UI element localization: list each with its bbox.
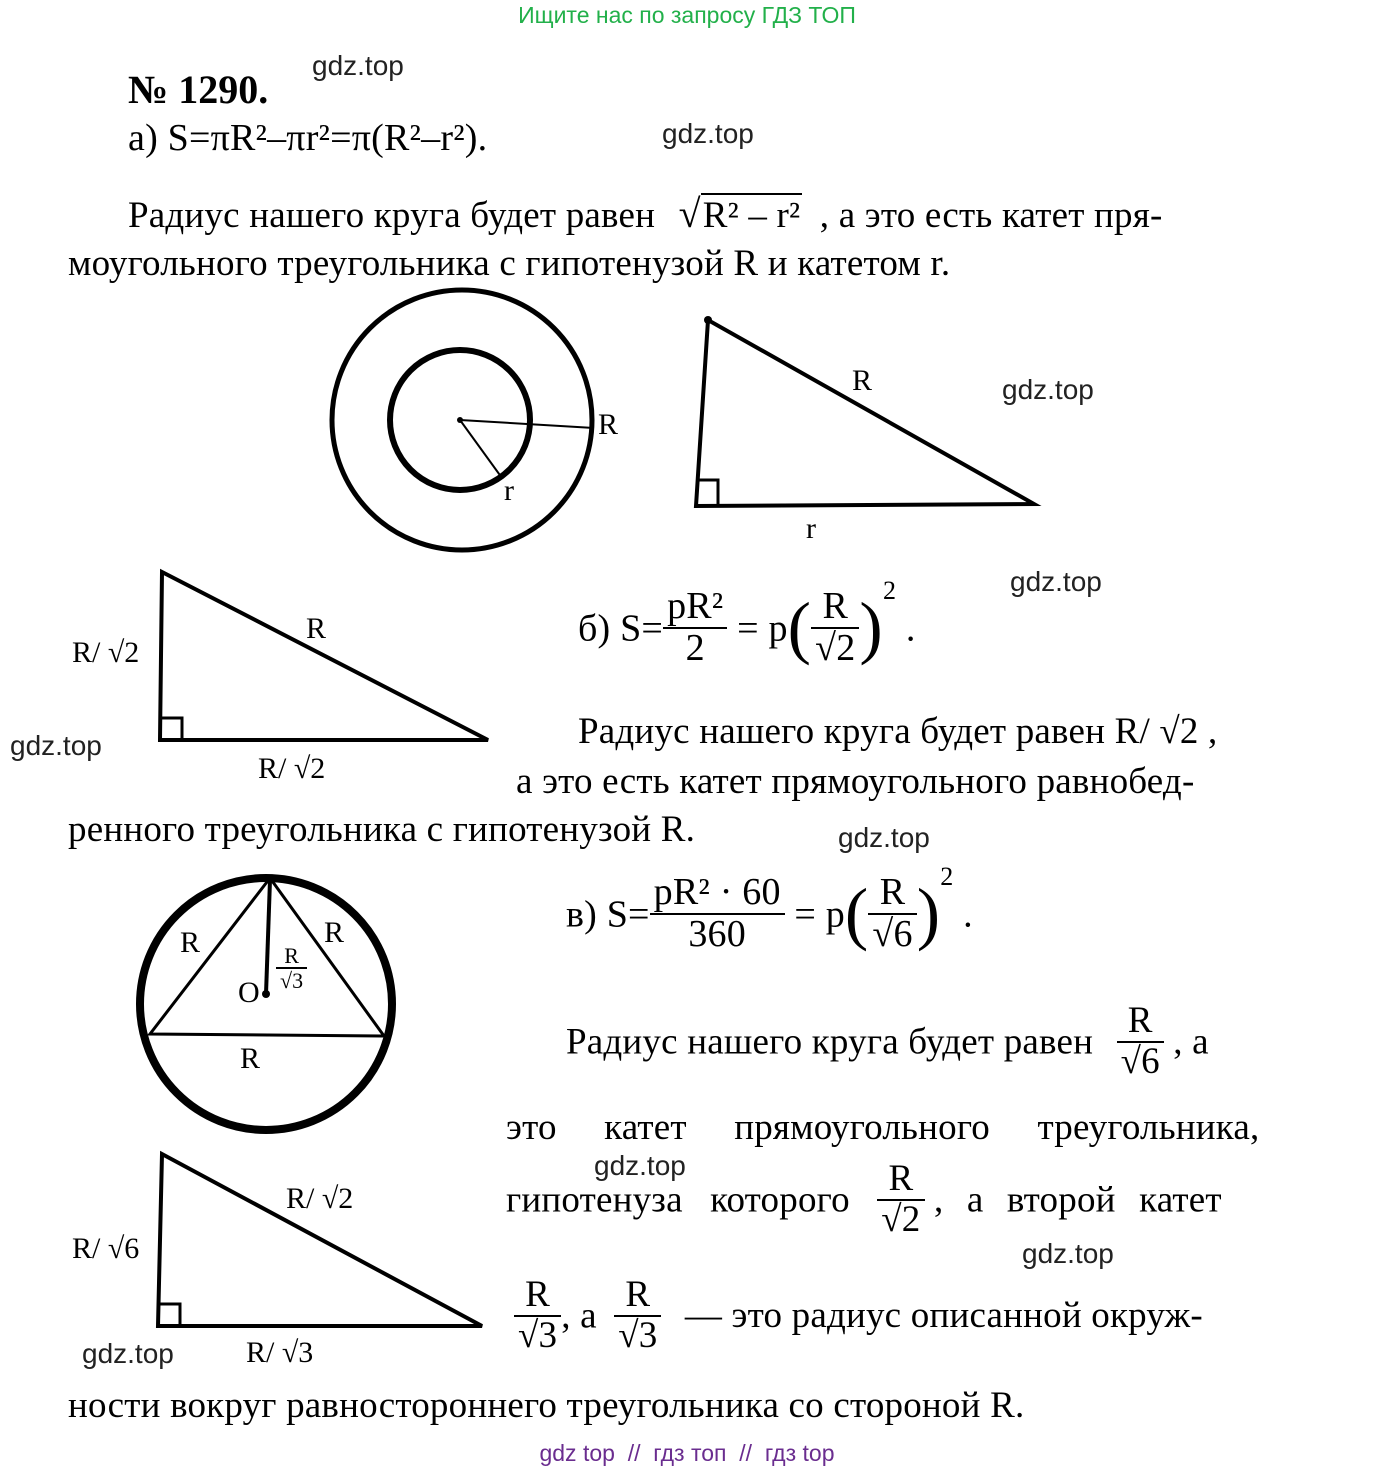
triangle-b-hypotenuse-label: R (306, 612, 327, 645)
triangle-a-hypotenuse-label: R (852, 364, 873, 397)
fraction-numerator: pR² · 60 (650, 873, 785, 915)
watermark: gdz.top (1022, 1238, 1114, 1269)
outer-radius-label: R (598, 408, 619, 441)
part-c-line5: ности вокруг равностороннего треугольника со стороной R. (68, 1385, 1025, 1426)
fraction-numerator: R (1117, 1002, 1164, 1043)
part-a-line1-end: , а это есть катет пря- (819, 195, 1163, 236)
triangle-c-horizontal-leg-label: R/ √3 (246, 1336, 314, 1369)
fraction-numerator: R (811, 587, 859, 629)
fraction-numerator: R (614, 1276, 661, 1317)
triangle-c-vertical-leg-label: R/ √6 (72, 1232, 140, 1265)
part-b-line1: Радиус нашего круга будет равен R/ √2 , (578, 711, 1218, 752)
side-left-label: R (180, 926, 201, 959)
fraction-denominator: 2 (685, 627, 705, 670)
fraction-denominator: √3 (280, 968, 304, 994)
part-c-line1-start: Радиус нашего круга будет равен (566, 1021, 1094, 1063)
part-b-formula: б) S= $\frac{\text{pR²}}{2}$ = p( $\frac{R}{√2}$ )$^2$ . (578, 576, 916, 670)
fraction-denominator: √3 (518, 1314, 558, 1356)
watermark: gdz.top (1010, 566, 1102, 597)
exponent: 2 (940, 862, 954, 891)
fraction-denominator: 360 (688, 913, 746, 956)
fraction-denominator: √2 (881, 1198, 921, 1240)
fraction-numerator: pR² (663, 587, 727, 629)
fraction-numerator: R (868, 873, 916, 915)
problem-number: № 1290. (128, 67, 269, 112)
formula-mid: = p (737, 607, 788, 650)
part-c-line2: это катет прямоугольного треугольника, (506, 1107, 1260, 1148)
watermark: gdz.top (662, 118, 754, 149)
fraction-numerator: R (877, 1160, 924, 1201)
part-c-line1-end: , а (1173, 1021, 1209, 1063)
part-c-formula: в) S= $\frac{\text{pR² · 60}}{360}$ = p( $\frac{R}{√6}$ )$^2$ . (566, 862, 973, 956)
formula-mid: = p (794, 893, 845, 936)
part-c-line4-mid: , а (561, 1295, 597, 1337)
fraction-denominator: √3 (618, 1314, 658, 1356)
watermark: gdz.top (838, 822, 930, 853)
triangle-b-horizontal-leg-label: R/ √2 (258, 752, 326, 785)
part-c-line3-start: гипотенуза которого (506, 1179, 850, 1221)
fraction-numerator: R (276, 944, 307, 969)
header-banner: Ищите нас по запросу ГДЗ ТОП (518, 2, 856, 28)
footer-banner: gdz top // гдз топ // гдз top (539, 1440, 835, 1466)
triangle-a-leg-label: r (806, 512, 816, 545)
watermark: gdz.top (82, 1338, 174, 1369)
part-a-line1-start: Радиус нашего круга будет равен (128, 195, 656, 236)
side-right-label: R (324, 916, 345, 949)
exponent: 2 (882, 576, 897, 605)
inner-radius-label: r (504, 474, 514, 507)
part-b-line2: а это есть катет прямоугольного равнобед- (516, 761, 1195, 802)
part-a-formula: а) S=πR²–πr²=π(R²–r²). (128, 117, 488, 159)
part-a-line2: моугольного треугольника с гипотенузой R и катетом r. (68, 243, 951, 284)
part-b-line3: ренного треугольника с гипотенузой R. (68, 809, 696, 850)
radicand: R² – r² (702, 195, 801, 236)
fraction-denominator: √6 (872, 913, 913, 956)
fraction-numerator: R (514, 1276, 561, 1317)
watermark: gdz.top (1002, 374, 1094, 405)
watermark: gdz.top (594, 1150, 686, 1181)
side-bottom-label: R (240, 1042, 261, 1075)
triangle-b-vertical-leg-label: R/ √2 (72, 636, 140, 669)
sqrt-expression: √R² – r² (678, 191, 801, 236)
triangle-c-hypotenuse-label: R/ √2 (286, 1182, 354, 1215)
formula-prefix: в) S= (566, 893, 650, 936)
watermark: gdz.top (10, 730, 102, 761)
fraction-denominator: √6 (1120, 1040, 1160, 1082)
formula-end: . (905, 607, 916, 650)
fraction-denominator: √2 (815, 627, 856, 670)
part-c-line3-end: , а второй катет (933, 1179, 1222, 1221)
part-c-line4-end: — это радиус описанной окруж- (684, 1295, 1203, 1337)
center-label: O (238, 976, 260, 1009)
watermark: gdz.top (312, 50, 404, 81)
formula-prefix: б) S= (578, 607, 664, 650)
right-angle-mark (160, 1304, 180, 1326)
formula-end: . (963, 893, 973, 936)
